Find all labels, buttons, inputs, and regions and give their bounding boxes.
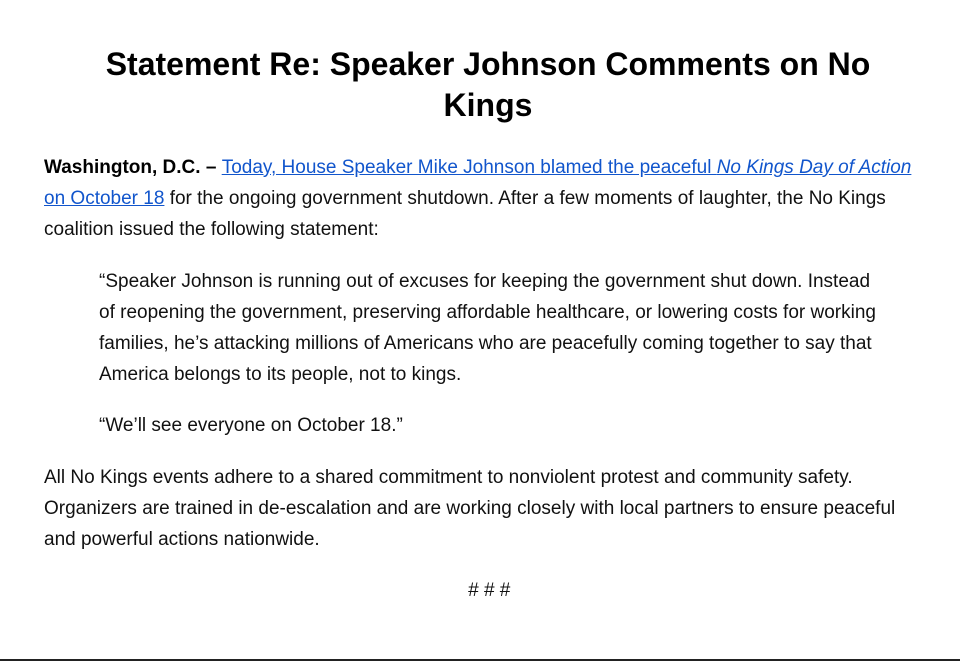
link-text-part-1: Today, House Speaker Mike Johnson blamed the peaceful xyxy=(221,157,717,178)
statement-quote-closing: “We’ll see everyone on October 18.” xyxy=(99,415,403,436)
link-text-event-name: No Kings Day of Action xyxy=(716,157,912,178)
statement-quote-main: “Speaker Johnson is running out of excuses for keeping the government shut down. Instead of reopening the government, preserving affordable healthcare, or lowering costs for working families, he’s attacking millions of Americans who are peacefully coming together to say that America belongs to its people, not to kings. xyxy=(99,271,876,385)
document-title: Statement Re: Speaker Johnson Comments on No Kings xyxy=(105,46,871,123)
intro-paragraph xyxy=(44,152,928,245)
intro-rest-text: for the ongoing government shutdown. After a few moments of laughter, the No Kings coalition issued the following statement: xyxy=(44,188,886,240)
dateline: Washington, D.C. – xyxy=(44,157,222,178)
link-text-part-2: on October 18 xyxy=(44,188,165,209)
end-of-release-mark: # # # xyxy=(467,580,511,601)
closing-paragraph: All No Kings events adhere to a shared commitment to nonviolent protest and community safety. Organizers are trained in de-escalation and are working closely with local partners to ensure peaceful and powerful actions nationwide. xyxy=(44,467,896,550)
